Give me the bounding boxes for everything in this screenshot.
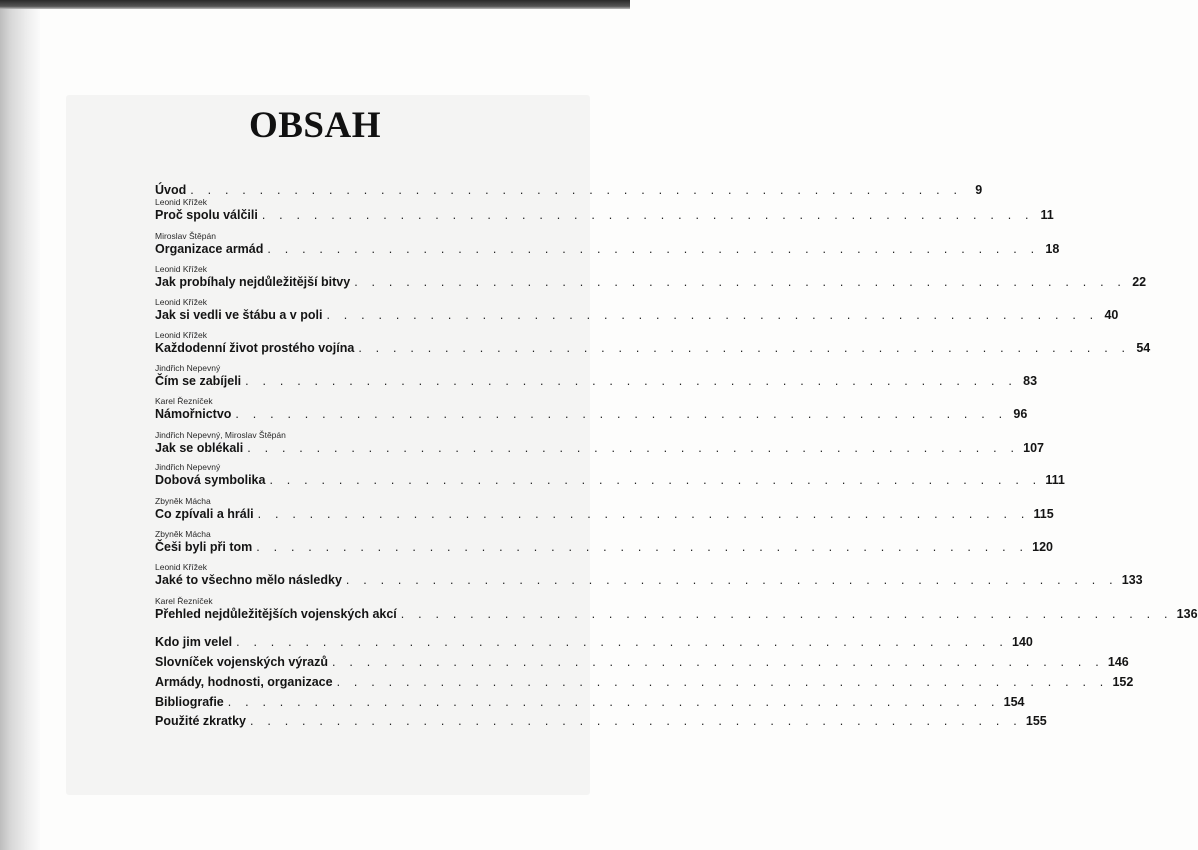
dot-leader: . . . . . . . . . . . . . . . . . . . . . . . . . . . . . . . . . . . . . . . . . . . . . — [235, 407, 1008, 421]
dot-leader: . . . . . . . . . . . . . . . . . . . . . . . . . . . . . . . . . . . . . . . . . . . . . — [261, 208, 1034, 222]
toc-entry-title: Armády, hodnosti, organizace — [155, 675, 333, 689]
toc-entry-page-number: 146 — [1107, 655, 1129, 669]
toc-entry-title: Co zpívali a hráli — [155, 507, 254, 521]
toc-entry-title: Čím se zabíjeli — [155, 374, 242, 388]
dot-leader: . . . . . . . . . . . . . . . . . . . . . . . . . . . . . . . . . . . . . . . . . . . . . — [336, 675, 1109, 689]
toc-entry-title: Proč spolu válčili — [155, 208, 258, 222]
dot-leader: . . . . . . . . . . . . . . . . . . . . . . . . . . . . . . . . . . . . . . . . . . . . . — [256, 540, 1029, 554]
toc-entry-title: Dobová symbolika — [155, 473, 266, 487]
dot-leader: . . . . . . . . . . . . . . . . . . . . . . . . . . . . . . . . . . . . . . . . . . . . . — [245, 374, 1018, 388]
toc-line — [155, 373, 1038, 389]
toc-entry-author: Miroslav Štěpán — [155, 231, 216, 241]
toc-entry — [155, 496, 1054, 522]
toc-entry-author: Zbyněk Mácha — [155, 496, 211, 506]
toc-entry — [155, 596, 1198, 622]
toc-entry-title: Jaké to všechno mělo následky — [155, 573, 342, 587]
toc-entry-title: Úvod — [155, 183, 187, 197]
toc-entry-page-number: 18 — [1045, 242, 1060, 256]
toc-line — [155, 713, 1047, 729]
toc-entry-title: Slovníček vojenských výrazů — [155, 655, 329, 669]
toc-entry-page-number: 152 — [1112, 675, 1134, 689]
page-title: OBSAH — [248, 105, 382, 146]
toc-line — [155, 572, 1143, 588]
dot-leader: . . . . . . . . . . . . . . . . . . . . . . . . . . . . . . . . . . . . . . . . . . . . . — [190, 183, 963, 197]
dot-leader: . . . . . . . . . . . . . . . . . . . . . . . . . . . . . . . . . . . . . . . . . . . . . — [354, 275, 1127, 289]
toc-entry-author: Zbyněk Mácha — [155, 529, 211, 539]
toc-entry-page-number: 40 — [1104, 308, 1119, 322]
toc-entry — [155, 330, 1151, 356]
toc-entry — [155, 363, 1038, 389]
toc-entry-title: Námořnictvo — [155, 407, 232, 421]
toc-entry-author: Leonid Křížek — [155, 330, 207, 340]
toc-appendix-entry — [155, 654, 1129, 670]
toc-appendix-entry — [155, 694, 1025, 710]
toc-entry-title: Přehled nejdůležitějších vojenských akcí — [155, 607, 397, 621]
toc-entry-title: Jak si vedli ve štábu a v poli — [155, 308, 323, 322]
toc-entry — [155, 182, 983, 198]
toc-entry-page-number: 140 — [1012, 635, 1033, 649]
toc-entry-page-number: 111 — [1045, 473, 1065, 487]
toc-entry — [155, 197, 1054, 223]
dot-leader: . . . . . . . . . . . . . . . . . . . . . . . . . . . . . . . . . . . . . . . . . . . . . — [250, 714, 1022, 728]
toc-entry-page-number: 155 — [1025, 714, 1047, 728]
toc-entry-title: Kdo jim velel — [155, 635, 233, 649]
toc-entry-title: Použité zkratky — [155, 714, 247, 728]
toc-entry — [155, 231, 1060, 257]
toc-entry-author: Leonid Křížek — [155, 297, 207, 307]
toc-entry-author: Karel Řezníček — [155, 596, 213, 606]
toc-entry — [155, 297, 1119, 323]
toc-entry-author: Jindřich Nepevný, Miroslav Štěpán — [155, 430, 286, 440]
toc-line — [155, 694, 1025, 710]
toc-entry-page-number: 133 — [1121, 573, 1143, 587]
toc-entry-author: Karel Řezníček — [155, 396, 213, 406]
toc-entry-title: Jak probíhaly nejdůležitější bitvy — [155, 275, 351, 289]
toc-line — [155, 606, 1198, 622]
toc-line — [155, 472, 1065, 488]
toc-entry-page-number: 22 — [1132, 275, 1147, 289]
toc-appendix-entry — [155, 713, 1047, 729]
toc-entry-page-number: 107 — [1023, 441, 1045, 455]
toc-line — [155, 674, 1134, 690]
toc-entry — [155, 396, 1028, 422]
toc-entry-author: Leonid Křížek — [155, 264, 207, 274]
toc-entry — [155, 562, 1143, 588]
dot-leader: . . . . . . . . . . . . . . . . . . . . . . . . . . . . . . . . . . . . . . . . . . . . . — [332, 655, 1104, 669]
toc-entry — [155, 529, 1053, 555]
toc-line — [155, 307, 1119, 323]
dot-leader: . . . . . . . . . . . . . . . . . . . . . . . . . . . . . . . . . . . . . . . . . . . . . — [247, 441, 1020, 455]
toc-entry-page-number: 120 — [1032, 540, 1053, 554]
toc-line — [155, 654, 1129, 670]
toc-entry-page-number: 54 — [1136, 341, 1151, 355]
toc-line — [155, 634, 1033, 650]
toc-entry — [155, 430, 1045, 456]
dot-leader: . . . . . . . . . . . . . . . . . . . . . . . . . . . . . . . . . . . . . . . . . . . . . — [236, 635, 1008, 649]
page-top-edge — [0, 0, 630, 9]
toc-entry-page-number: 9 — [975, 183, 983, 197]
toc-entry-author: Jindřich Nepevný — [155, 462, 221, 472]
dot-leader: . . . . . . . . . . . . . . . . . . . . . . . . . . . . . . . . . . . . . . . . . . . . . — [345, 573, 1118, 587]
toc-entry — [155, 264, 1147, 290]
toc-entry-page-number: 11 — [1040, 208, 1054, 222]
toc-line — [155, 340, 1151, 356]
dot-leader: . . . . . . . . . . . . . . . . . . . . . . . . . . . . . . . . . . . . . . . . . . . . . — [269, 473, 1042, 487]
toc-entry-page-number: 136 — [1176, 607, 1198, 621]
toc-entry — [155, 462, 1065, 488]
dot-leader: . . . . . . . . . . . . . . . . . . . . . . . . . . . . . . . . . . . . . . . . . . . . . — [257, 507, 1030, 521]
toc-appendix-entry — [155, 674, 1134, 690]
toc-entry-title: Organizace armád — [155, 242, 264, 256]
toc-line — [155, 274, 1147, 290]
toc-entry-page-number: 115 — [1033, 507, 1054, 521]
toc-line — [155, 539, 1053, 555]
toc-entry-page-number: 83 — [1023, 374, 1038, 388]
toc-line — [155, 440, 1045, 456]
dot-leader: . . . . . . . . . . . . . . . . . . . . . . . . . . . . . . . . . . . . . . . . . . . . . — [227, 695, 1000, 709]
toc-entry-title: Každodenní život prostého vojína — [155, 341, 355, 355]
toc-entry-page-number: 154 — [1003, 695, 1025, 709]
toc-entry-title: Češi byli při tom — [155, 540, 253, 554]
dot-leader: . . . . . . . . . . . . . . . . . . . . . . . . . . . . . . . . . . . . . . . . . . . . . — [358, 341, 1131, 355]
toc-line — [155, 241, 1060, 257]
toc-entry-author: Jindřich Nepevný — [155, 363, 221, 373]
toc-entry-author: Leonid Křížek — [155, 197, 207, 207]
toc-line — [155, 182, 983, 198]
toc-appendix-entry — [155, 634, 1033, 650]
toc-line — [155, 506, 1054, 522]
toc-entry-title: Jak se oblékali — [155, 441, 244, 455]
dot-leader: . . . . . . . . . . . . . . . . . . . . . . . . . . . . . . . . . . . . . . . . . . . . . — [326, 308, 1099, 322]
toc-entry-author: Leonid Křížek — [155, 562, 207, 572]
toc-entry-title: Bibliografie — [155, 695, 224, 709]
dot-leader: . . . . . . . . . . . . . . . . . . . . . . . . . . . . . . . . . . . . . . . . . . . . . — [400, 607, 1173, 621]
dot-leader: . . . . . . . . . . . . . . . . . . . . . . . . . . . . . . . . . . . . . . . . . . . . . — [267, 242, 1040, 256]
toc-entry-page-number: 96 — [1013, 407, 1028, 421]
toc-line — [155, 207, 1054, 223]
toc-line — [155, 406, 1028, 422]
